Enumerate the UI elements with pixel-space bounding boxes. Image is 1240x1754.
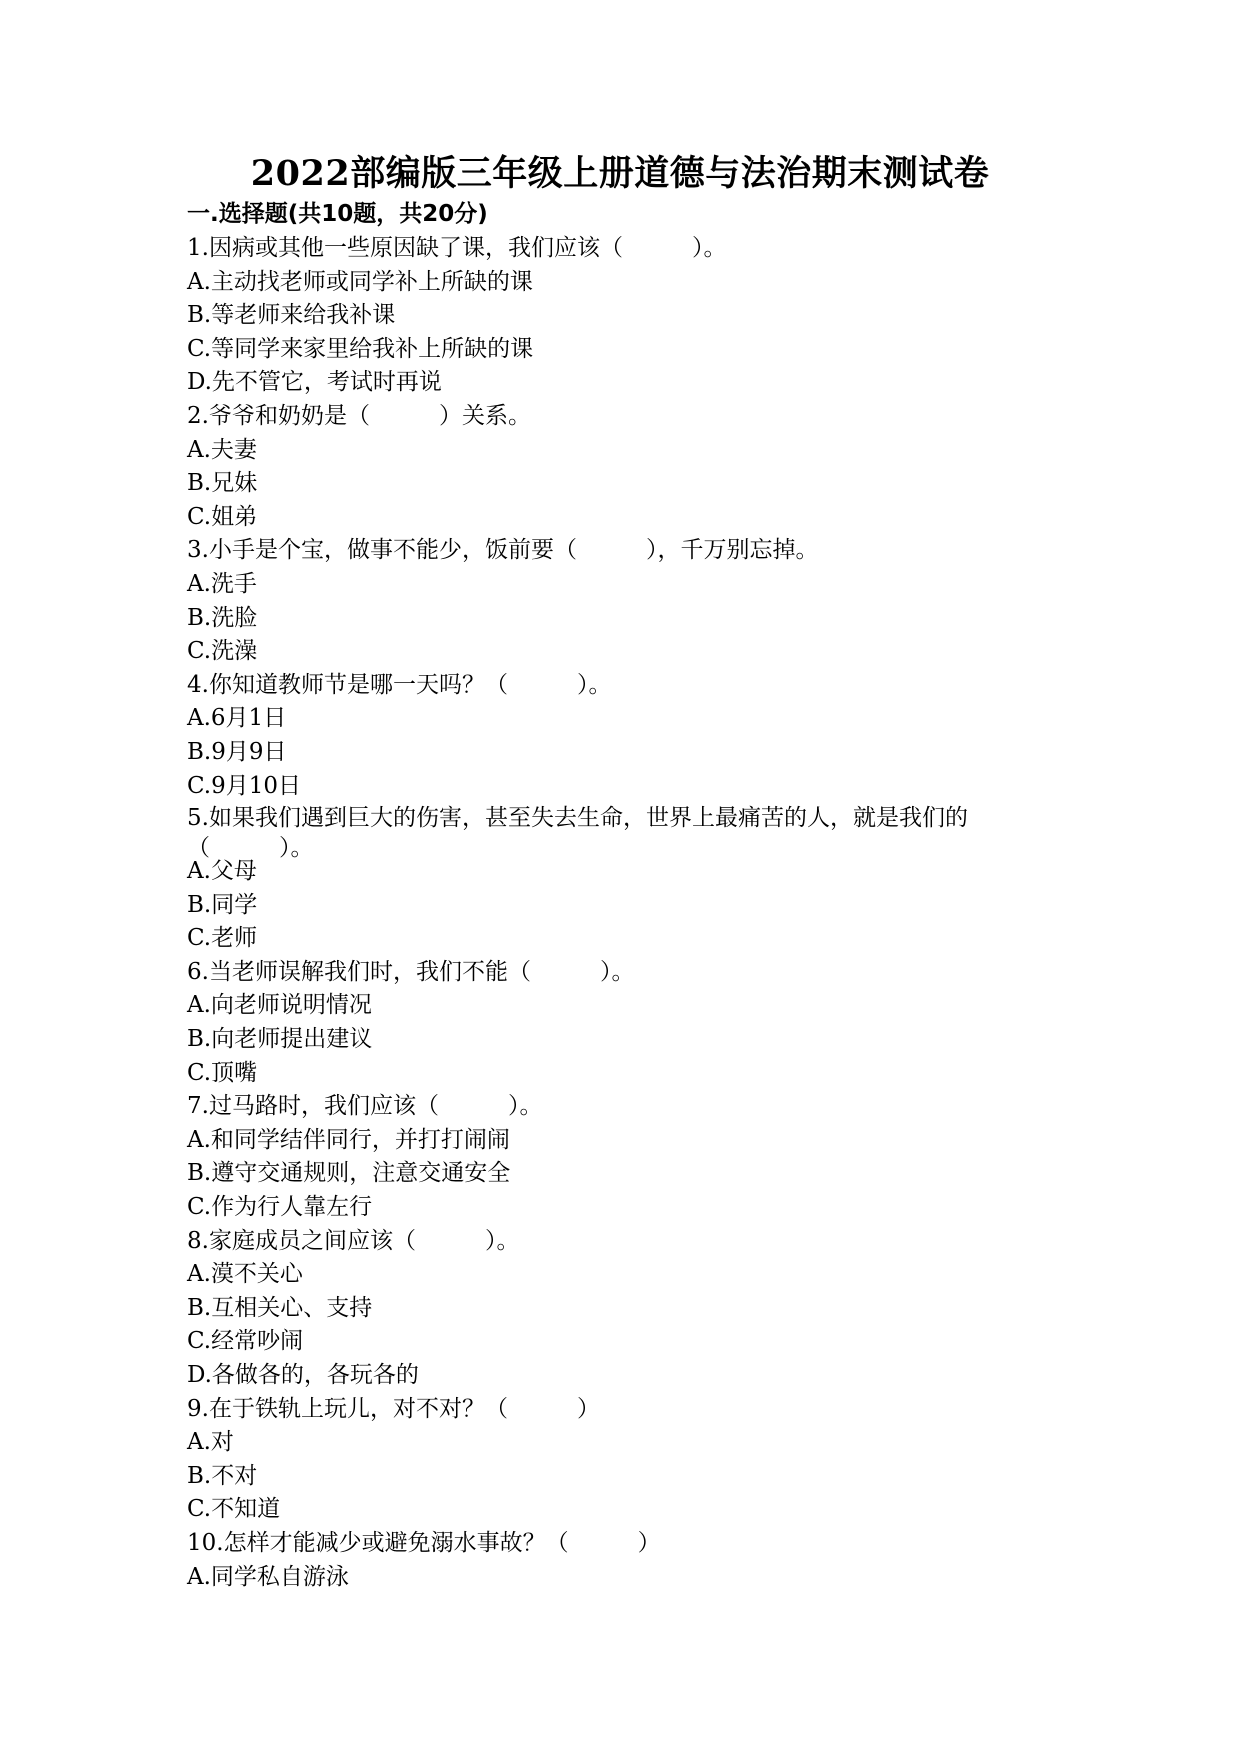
question-8-option-d: D.各做各的，各玩各的 [187, 1362, 419, 1388]
question-1-option-b: B.等老师来给我补课 [187, 302, 396, 329]
question-9-option-b: B.不对 [187, 1462, 258, 1489]
question-7-option-c: C.作为行人靠左行 [187, 1194, 373, 1221]
question-7-option-b: B.遵守交通规则，注意交通安全 [187, 1160, 511, 1187]
question-10-stem: 10.怎样才能减少或避免溺水事故？（ ） [187, 1529, 661, 1556]
question-5-option-b: B.同学 [187, 891, 258, 918]
question-3-option-a: A.洗手 [187, 570, 257, 597]
exam-title: 2022部编版三年级上册道德与法治期末测试卷 [250, 153, 990, 194]
question-6-option-b: B.向老师提出建议 [187, 1026, 373, 1053]
question-5-stem [187, 803, 1067, 862]
question-7-stem: 7.过马路时，我们应该（ ）。 [187, 1093, 543, 1120]
question-2-option-c: C.姐弟 [187, 503, 258, 530]
question-9-option-a: A.对 [187, 1429, 234, 1456]
question-4-option-a: A.6月1日 [187, 705, 287, 732]
question-4-option-b: B.9月9日 [187, 738, 287, 765]
question-5-option-a: A.父母 [187, 858, 257, 885]
question-1-option-c: C.等同学来家里给我补上所缺的课 [187, 335, 534, 362]
question-8-stem: 8.家庭成员之间应该（ ）。 [187, 1227, 520, 1254]
question-3-option-c: C.洗澡 [187, 638, 258, 665]
question-8-option-b: B.互相关心、支持 [187, 1294, 373, 1321]
question-6-option-a: A.向老师说明情况 [187, 992, 372, 1019]
question-2-stem: 2.爷爷和奶奶是（ ）关系。 [187, 402, 531, 429]
question-1-option-d: D.先不管它，考试时再说 [187, 369, 442, 396]
question-5-option-c: C.老师 [187, 925, 258, 952]
question-4-option-c: C.9月10日 [187, 772, 301, 799]
question-2-option-b: B.兄妹 [187, 470, 258, 497]
question-8-option-c: C.经常吵闹 [187, 1328, 304, 1355]
question-1-stem: 1.因病或其他一些原因缺了课，我们应该（ ）。 [187, 235, 727, 261]
question-8-option-a: A.漠不关心 [187, 1261, 303, 1288]
question-3-stem: 3.小手是个宝，做事不能少，饭前要（ ），千万别忘掉。 [187, 537, 819, 564]
question-4-stem: 4.你知道教师节是哪一天吗？（ ）。 [187, 671, 612, 698]
question-7-option-a: A.和同学结伴同行，并打打闹闹 [187, 1126, 510, 1153]
question-list [187, 232, 1067, 1594]
question-5-stem-line-1: 5.如果我们遇到巨大的伤害，甚至失去生命，世界上最痛苦的人，就是我们的 [187, 805, 968, 832]
question-5-stem-line-2: （ ）。 [187, 835, 314, 862]
question-2-option-a: A.夫妻 [187, 436, 257, 463]
question-1-option-a: A.主动找老师或同学补上所缺的课 [187, 268, 533, 295]
question-6-option-c: C.顶嘴 [187, 1059, 258, 1086]
question-10-option-a: A.同学私自游泳 [187, 1563, 349, 1590]
section-heading: 一.选择题(共10题，共20分) [187, 201, 488, 227]
question-3-option-b: B.洗脸 [187, 604, 258, 631]
question-6-stem: 6.当老师误解我们时，我们不能（ ）。 [187, 958, 635, 985]
question-9-stem: 9.在于铁轨上玩儿，对不对？（ ） [187, 1395, 600, 1422]
question-9-option-c: C.不知道 [187, 1496, 281, 1523]
